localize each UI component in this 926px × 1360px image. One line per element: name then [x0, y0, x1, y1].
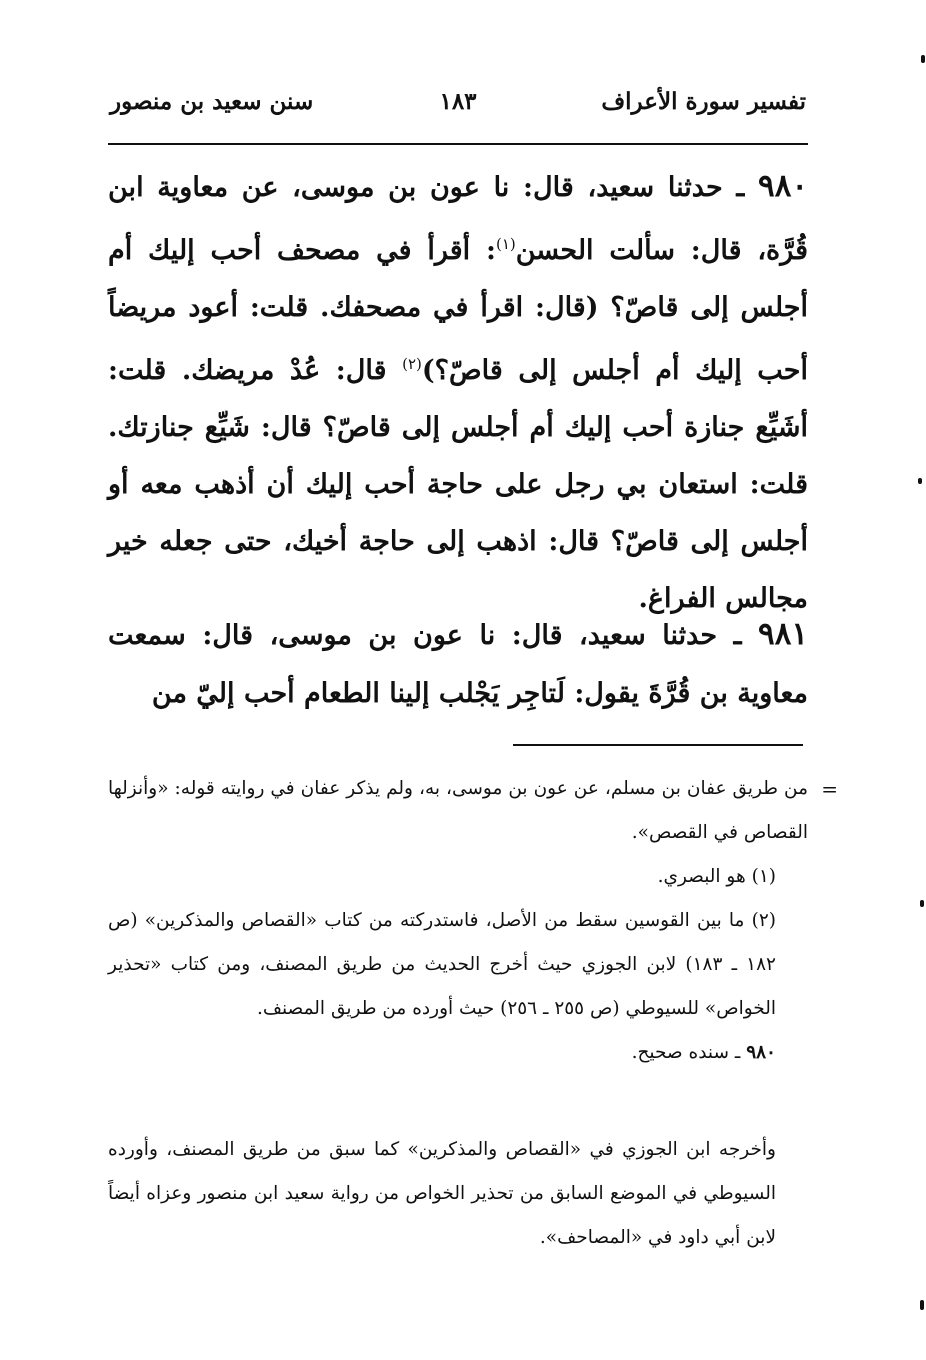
continuation-mark: = — [821, 777, 838, 801]
scan-mark — [920, 900, 924, 907]
hadith-number: ٩٨٠ — [758, 168, 808, 204]
hadith-980 — [108, 158, 808, 627]
grading-number: ٩٨٠ — [746, 1042, 776, 1063]
footnotes — [108, 767, 838, 1075]
takhrij-block — [108, 1128, 808, 1260]
footnote-ref: (١) — [495, 235, 516, 253]
page-number: ١٨٣ — [439, 88, 477, 115]
scan-mark — [920, 1300, 924, 1310]
footnote-separator — [513, 744, 803, 746]
footnote-1: (١) هو البصري. — [657, 866, 776, 887]
running-header — [110, 88, 806, 128]
footnote-ref: (٢) — [402, 355, 422, 373]
hadith-980-text: ٩٨٠ ـ حدثنا سعيد، قال: نا عون بن موسى، عن معاوية ابن قُرَّة، قال: سألت الحسن$^{(١)}$: أقرأ في مصحف أحب إليك أم أجلس إلى قاصّ؟ (قال: اقرأ في مصحفك. قلت: أعود مريضاً أحب إليك أم أجلس إلى قاصّ؟)$^{(٢)}$ قال: عُدْ مريضك. قلت: أشَيِّع جنازة أحب إليك أم أجلس إلى قاصّ؟ قال: شَيِّع جنازتك. قلت: استعان بي رجل على حاجة أحب إليك أن أذهب معه أو أجلس إلى قاصّ؟ قال: اذهب إلى حاجة أخيك، حتى جعله خير مجالس الفراغ. — [108, 168, 808, 614]
takhrij: وأخرجه ابن الجوزي في «القصاص والمذكرين» كما سبق من طريق المصنف، وأورده السيوطي في الموضع السابق من تحذير الخواص من رواية سعيد ابن منصور وعزاه أيضاً لابن أبي داود في «المصاحف». — [108, 1139, 776, 1248]
footnote-continuation: من طريق عفان بن مسلم، عن عون بن موسى، به، ولم يذكر عفان في روايته قوله: «وأنزلها القصاص في القصص». — [108, 778, 808, 843]
hadith-981-text: ٩٨١ ـ حدثنا سعيد، قال: نا عون بن موسى، قال: سمعت معاوية بن قُرَّةَ يقول: لَتاجِر يَجْلب إلينا الطعام أحب إليّ من — [108, 616, 808, 709]
hadith-number: ٩٨١ — [758, 616, 808, 652]
scan-mark — [921, 55, 925, 63]
book-title: سنن سعيد بن منصور — [110, 88, 314, 115]
scan-mark — [918, 478, 922, 484]
hadith-981 — [108, 605, 808, 723]
grading: ٩٨٠ ـ سنده صحيح. — [631, 1042, 776, 1063]
footnote-2: (٢) ما بين القوسين سقط من الأصل، فاستدركته من كتاب «القصاص والمذكرين» (ص ١٨٢ ـ ١٨٣) لابن الجوزي حيث أخرج الحديث من طريق المصنف، ومن كتاب «تحذير الخواص» للسيوطي (ص ٢٥٥ ـ ٢٥٦) حيث أورده من طريق المصنف. — [108, 910, 776, 1019]
chapter-title: تفسير سورة الأعراف — [601, 88, 806, 115]
header-rule — [108, 143, 808, 145]
